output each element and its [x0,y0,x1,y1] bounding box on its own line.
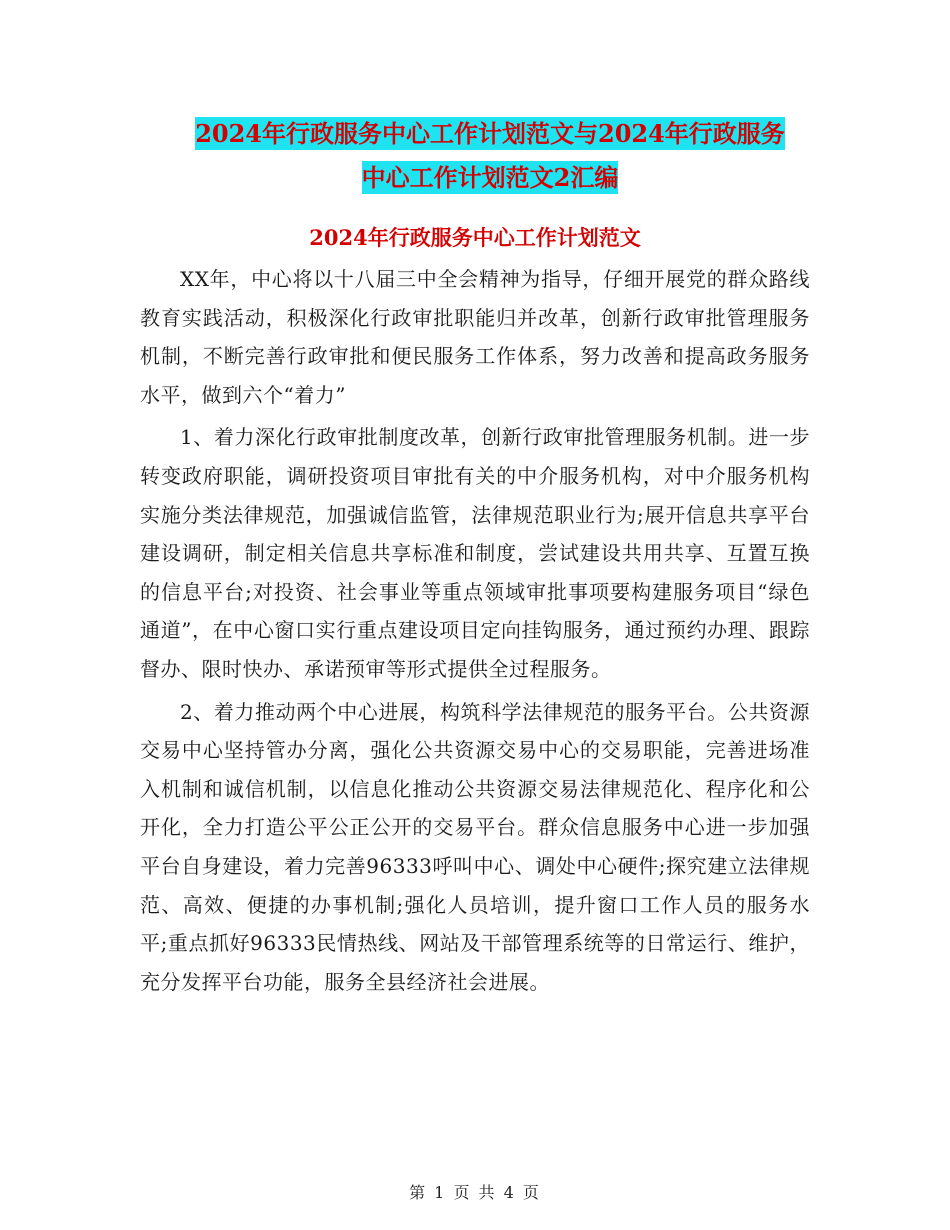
paragraph-item-2: 2、着力推动两个中心进展，构筑科学法律规范的服务平台。公共资源交易中心坚持管办分离，强化公共资源交易中心的交易职能，完善进场准入机制和诚信机制，以信息化推动公共资源交易法律规范化、程序化和公开化，全力打造公平公正公开的交易平台。群众信息服务中心进一步加强平台自身建设，着力完善96333呼叫中心、调处中心硬件;探究建立法律规范、高效、便捷的办事机制;强化人员培训，提升窗口工作人员的服务水平;重点抓好96333民情热线、网站及干部管理系统等的日常运行、维护，充分发挥平台功能，服务全县经济社会进展。 [140,699,810,994]
document-title [140,112,840,200]
paragraph-item-1: 1、着力深化行政审批制度改革，创新行政审批管理服务机制。进一步转变政府职能，调研投资项目审批有关的中介服务机构，对中介服务机构实施分类法律规范，加强诚信监管，法律规范职业行为;展开信息共享平台建设调研，制定相关信息共享标准和制度，尝试建设共用共享、互置互换的信息平台;对投资、社会事业等重点领域审批事项要构建服务项目“绿色通道”，在中心窗口实行重点建设项目定向挂钩服务，通过预约办理、跟踪督办、限时快办、承诺预审等形式提供全过程服务。 [140,425,810,681]
document-title-line-2: 中心工作计划范文2汇编 [361,163,619,192]
document-title-line-1: 2024年行政服务中心工作计划范文与2024年行政服务 [195,119,785,148]
section-title: 2024年行政服务中心工作计划范文 [309,225,641,250]
paragraph-intro: XX年，中心将以十八届三中全会精神为指导，仔细开展党的群众路线教育实践活动，积极深化行政审批职能归并改革，创新行政审批管理服务机制，不断完善行政审批和便民服务工作体系，努力改善和提高政务服务水平，做到六个“着力” [140,267,810,407]
document-body [140,260,810,1005]
page-footer: 第 1 页 共 4 页 [409,1183,541,1202]
